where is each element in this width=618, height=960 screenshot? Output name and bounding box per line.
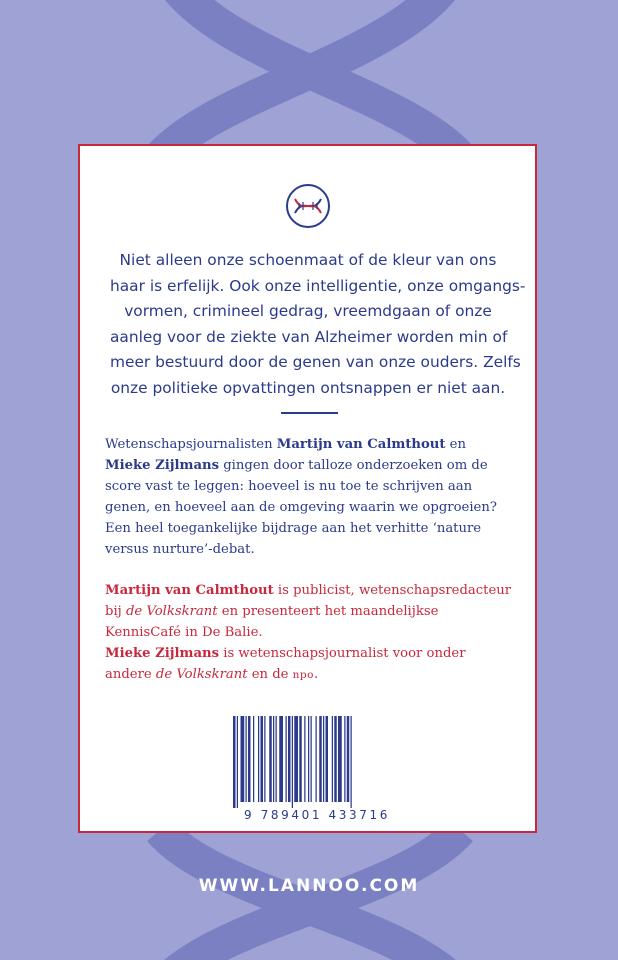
text: is publicist, wetenschapsredacteur [273,583,512,598]
intro-paragraph [110,248,526,401]
divider [281,412,338,414]
newspaper-name: de Volkskrant [155,667,248,682]
bio-line [105,601,525,622]
description-line: score vast te leggen: hoeveel is nu toe te schrijven aan [105,479,473,494]
description-line [105,434,525,455]
barcode-bar [326,716,329,802]
text: gingen door talloze onderzoeken om de [219,458,488,473]
barcode-bar [323,716,324,802]
description-line: versus nurture’-debat. [105,542,255,557]
author-name: Mieke Zijlmans [105,646,220,661]
author-name: Martijn van Calmthout [105,583,274,598]
barcode-bar [233,716,236,808]
intro-line: Niet alleen onze schoenmaat of de kleur van ons [119,251,497,269]
author-name: Mieke Zijlmans [105,458,220,473]
barcode-bar [344,716,345,802]
barcode-bar [351,716,352,808]
dna-icon [285,183,331,229]
publisher-website: WWW.LANNOO.COM [198,876,420,896]
back-cover-panel [78,144,537,833]
text: Wetenschapsjournalisten [105,437,277,452]
description-line [105,455,525,476]
barcode-bar [316,716,317,802]
barcode-bar [246,716,247,802]
barcode-bar [264,716,265,802]
description-line: Een heel toegankelijke bijdrage aan het verhitte ‘nature [105,521,482,536]
barcode-bar [273,716,274,802]
text: bij [105,604,126,619]
text: en de [247,667,293,682]
barcode-bar [294,716,298,802]
barcode-bar [299,716,302,802]
author-name: Martijn van Calmthout [276,437,446,452]
text: en presenteert het maandelijkse [217,604,439,619]
isbn-barcode [227,716,407,826]
isbn-number: 9 789401 433716 [244,808,390,822]
barcode-bar [261,716,264,802]
intro-line: onze politieke opvattingen ontsnappen er niet aan. [110,378,506,397]
text: en [445,437,466,452]
barcode-bar [288,716,291,802]
intro-line: meer bestuurd door de genen van onze ouders. Zelfs [110,353,521,371]
barcode-bar [237,716,238,808]
intro-line: vormen, crimineel gedrag, vreemdgaan of onze [124,302,492,320]
author-bio [105,580,525,686]
barcode-bar [332,716,333,802]
barcode-bar [334,716,337,802]
barcode-bar [319,716,322,802]
barcode-bar [347,716,350,802]
intro-line: haar is erfelijk. Ook onze intelligentie, onze omgangs- [110,276,526,295]
bio-line [105,580,525,601]
barcode-bar [308,716,309,802]
barcode-bar [248,716,251,802]
text: is wetenschapsjournalist voor onder [219,646,466,661]
intro-line: aanleg voor de ziekte van Alzheimer worden min of [110,327,508,346]
description-paragraph [105,434,525,560]
barcode-bar [253,716,254,802]
bio-line [105,664,525,686]
description-line: genen, en hoeveel aan de omgeving waarin we opgroeien? [105,500,497,515]
barcode-bar [304,716,305,802]
bio-line: KennisCafé in De Balie. [105,625,263,640]
barcode-bar [276,716,277,802]
barcode-bar [279,716,283,802]
broadcaster-name: npo [292,669,314,681]
barcode-bar [311,716,312,802]
text: . [313,667,319,682]
barcode-bars [227,716,407,808]
text: andere [105,667,156,682]
barcode-bar [286,716,287,802]
barcode-bar [241,716,245,802]
newspaper-name: de Volkskrant [125,604,218,619]
bio-line [105,643,525,664]
barcode-bar [292,716,293,808]
barcode-bar [338,716,342,802]
barcode-bar [269,716,272,802]
barcode-bar [258,716,259,802]
